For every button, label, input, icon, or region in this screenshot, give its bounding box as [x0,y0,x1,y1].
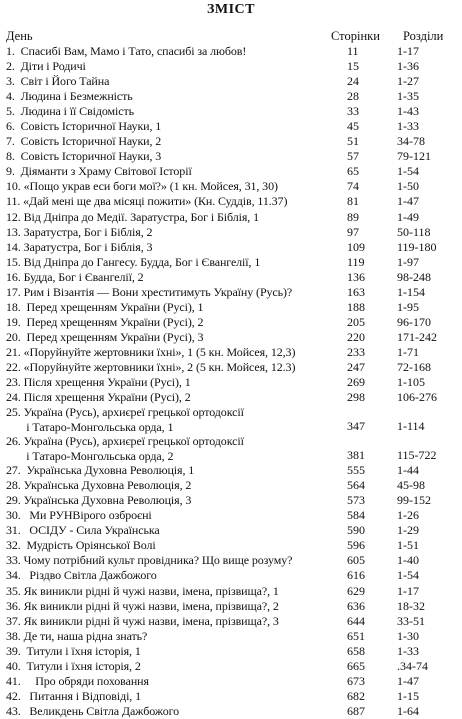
toc-entry-sections: 1-44 [397,463,419,478]
toc-row [0,89,462,104]
toc-row [0,553,462,568]
toc-entry-pages: 651 [347,628,365,643]
toc-entry-sections: 1-114 [397,419,425,434]
toc-entry-sections: 1-17 [397,44,419,58]
toc-entry-sections: 1-49 [397,209,419,224]
toc-entry-sections: 1-15 [397,688,419,703]
toc-entry-title: 40. Титули і їхня історія, 2 [6,658,141,673]
toc-row [0,493,462,508]
toc-entry-pages: 15 [347,59,359,74]
toc-entry-sections: 1-97 [397,254,419,269]
toc-entry-sections: 1-40 [397,553,419,568]
toc-entry-pages: 673 [347,673,365,688]
toc-entry-pages: 233 [347,344,365,359]
toc-entry-title: 24. Після хрещення України (Русі), 2 [6,390,191,405]
toc-entry-title: 28. Українська Духовна Революція, 2 [6,478,192,493]
toc-row [0,463,462,478]
toc-entry-sections: 1-71 [397,344,419,359]
toc-entry-title: 10. «Пощо украв еси боги мої?» (1 кн. Мойсея, 31, 30) [6,179,278,194]
toc-entry-sections: 1-47 [397,673,419,688]
toc-entry-pages: 584 [347,508,365,523]
toc-entry-pages: 205 [347,314,365,329]
toc-row [0,255,462,270]
toc-entry-pages: 89 [347,209,359,224]
toc-entry-title: 37. Як виникли рідні й чужі назви, імена, прізвища?, 3 [6,613,279,628]
toc-entry-title: 5. Людина і її Свідомість [6,104,135,119]
toc-entry-title: 42. Питання і Відповіді, 1 [6,688,142,703]
toc-entry-pages: 605 [347,553,365,568]
toc-row [0,434,462,463]
toc-entry-pages: 220 [347,329,365,344]
toc-row [0,375,462,390]
toc-entry-pages: 564 [347,478,365,493]
toc-row [0,644,462,659]
toc-entry-sections: 1-50 [397,179,419,194]
toc-entry-sections: 1-64 [397,703,419,718]
toc-entry-title: 39. Титули і їхня історія, 1 [6,643,141,658]
toc-row [0,704,462,719]
toc-entry-pages: 188 [347,299,365,314]
toc-entry-pages: 28 [347,89,359,104]
toc-entry-pages: 381 [347,448,365,463]
toc-row [0,508,462,523]
toc-row [0,674,462,689]
toc-entry-title: 18. Перед хрещенням України (Русі), 1 [6,299,204,314]
toc-entry-sections: 72-168 [397,359,431,374]
toc-row [0,599,462,614]
header-sections: Розділи [403,29,444,43]
toc-entry-title: 33. Чому потрібний культ провідника? Що вище розуму? [6,553,293,568]
toc-entry-sections: 1-51 [397,538,419,553]
toc-row [0,210,462,225]
toc-row [0,330,462,345]
toc-entry-sections: 1-33 [397,119,419,134]
toc-entry-pages: 629 [347,583,365,598]
column-headers [0,29,462,43]
toc-row [0,584,462,599]
toc-row [0,478,462,493]
toc-entry-pages: 24 [347,74,359,89]
toc-row [0,270,462,285]
toc-entry-pages: 665 [347,658,365,673]
toc-entry-pages: 45 [347,119,359,134]
toc-entry-title: 26. Україна (Русь), архиєреї грецької ортодоксії і Татаро-Монгольська орда, 2 [6,434,244,464]
toc-entry-sections: 1-154 [397,284,425,299]
toc-row [0,104,462,119]
toc-entry-pages: 109 [347,239,365,254]
toc-entry-pages: 590 [347,523,365,538]
toc-entry-sections: 1-54 [397,568,419,583]
toc-entry-sections: 119-180 [397,239,437,254]
toc-entry-pages: 247 [347,359,365,374]
toc-row [0,134,462,149]
toc-entry-pages: 347 [347,419,365,434]
toc-row [0,149,462,164]
toc-row [0,523,462,538]
toc-entry-pages: 269 [347,375,365,390]
toc-entry-pages: 596 [347,538,365,553]
toc-entry-sections: 18-32 [397,598,425,613]
toc-row [0,390,462,405]
toc-entry-title: 13. Заратустра, Бог і Біблія, 2 [6,224,153,239]
toc-entry-pages: 644 [347,613,365,628]
toc-entry-sections: 1-36 [397,59,419,74]
toc-row [0,405,462,434]
toc-entry-sections: 106-276 [397,390,437,405]
toc-entry-sections: 1-35 [397,89,419,104]
toc-entry-title: 4. Людина і Безмежність [6,89,133,104]
toc-entry-title: 34. Різдво Світла Дажбожого [6,568,157,583]
toc-entry-title: 36. Як виникли рідні й чужі назви, імена, прізвища?, 2 [6,598,279,613]
toc-entry-title: 2. Діти і Родичі [6,59,86,74]
toc-entry-sections: 1-95 [397,299,419,314]
toc-entry-sections: 96-170 [397,314,431,329]
toc-entry-pages: 97 [347,224,359,239]
toc-row [0,240,462,255]
header-pages: Сторінки [331,29,380,43]
toc-entry-sections: 45-98 [397,478,425,493]
toc-entry-pages: 616 [347,568,365,583]
toc-entry-pages: 57 [347,149,359,164]
toc-entry-pages: 636 [347,598,365,613]
toc-entry-title: 3. Світ і Його Тайна [6,74,110,89]
toc-entry-pages: 51 [347,134,359,149]
toc-entry-pages: 687 [347,703,365,718]
toc-entry-title: 7. Совість Історичної Науки, 2 [6,134,162,149]
toc-entry-sections: 115-722 [397,448,437,463]
toc-entry-sections: 1-43 [397,104,419,119]
toc-entry-title: 38. Де ти, наша рідна знать? [6,628,148,643]
toc-row [0,629,462,644]
toc-entry-sections: 50-118 [397,224,431,239]
toc-entry-title: 43. Великдень Світла Дажбожого [6,703,180,718]
toc-entry-title: 9. Діяманти з Храму Світової Історії [6,164,192,179]
toc-entry-pages: 163 [347,284,365,299]
toc-list [0,44,462,719]
toc-entry-sections: 99-152 [397,493,431,508]
toc-row [0,119,462,134]
toc-row [0,689,462,704]
toc-row [0,74,462,89]
toc-row [0,225,462,240]
toc-row [0,44,462,59]
toc-entry-title: 20. Перед хрещенням України (Русі), 3 [6,329,204,344]
toc-entry-sections: 79-121 [397,149,431,164]
toc-entry-sections: 171-242 [397,329,437,344]
toc-entry-pages: 658 [347,643,365,658]
toc-entry-sections: 1-54 [397,164,419,179]
toc-entry-title: 1. Спасибі Вам, Мамо і Тато, спасибі за любов! [6,44,247,58]
toc-row [0,568,462,583]
toc-entry-pages: 136 [347,269,365,284]
toc-entry-title: 30. Ми РУНВірого озброєні [6,508,152,523]
toc-entry-title: 6. Совість Історичної Науки, 1 [6,119,162,134]
toc-entry-title: 41. Про обряди поховання [6,673,149,688]
toc-entry-sections: .34-74 [397,658,428,673]
toc-entry-title: 23. Після хрещення України (Русі), 1 [6,375,191,390]
toc-entry-sections: 1-105 [397,375,425,390]
toc-entry-sections: 1-30 [397,628,419,643]
toc-entry-title: 35. Як виникли рідні й чужі назви, імена, прізвища?, 1 [6,583,279,598]
toc-row [0,360,462,375]
toc-entry-title: 29. Українська Духовна Революція, 3 [6,493,192,508]
toc-entry-title: 21. «Поруйнуйте жертовники їхні», 1 (5 кн. Мойсея, 12,3) [6,344,296,359]
toc-entry-title: 27. Українська Духовна Революція, 1 [6,463,195,478]
toc-entry-title: 15. Від Дніпра до Гангесу. Будда, Бог і Євангелії, 1 [6,254,261,269]
toc-entry-title: 16. Будда, Бог і Євангелії, 2 [6,269,144,284]
toc-entry-pages: 573 [347,493,365,508]
toc-row [0,315,462,330]
toc-entry-sections: 33-51 [397,613,425,628]
toc-entry-title: 11. «Дай мені ще два місяці пожити» (Кн. Суддів, 11.37) [6,194,288,209]
toc-entry-sections: 1-47 [397,194,419,209]
toc-entry-sections: 98-248 [397,269,431,284]
header-day: День [6,29,33,43]
toc-row [0,345,462,360]
toc-entry-pages: 119 [347,254,365,269]
toc-entry-sections: 34-78 [397,134,425,149]
toc-row [0,194,462,209]
toc-entry-sections: 1-27 [397,74,419,89]
toc-row [0,614,462,629]
toc-entry-title: 19. Перед хрещенням України (Русі), 2 [6,314,204,329]
toc-entry-pages: 682 [347,688,365,703]
toc-entry-title: 25. Україна (Русь), архиєреї грецької ортодоксії і Татаро-Монгольська орда, 1 [6,405,244,435]
toc-entry-pages: 555 [347,463,365,478]
toc-entry-pages: 11 [347,44,359,58]
toc-entry-title: 17. Рим і Візантія — Вони хреститимуть Україну (Русь)? [6,284,293,299]
toc-entry-title: 22. «Поруйнуйте жертовники їхні», 2 (5 кн. Мойсея, 12.3) [6,359,296,374]
toc-entry-pages: 65 [347,164,359,179]
toc-row [0,285,462,300]
toc-entry-title: 31. ОСІДУ - Сила Українська [6,523,160,538]
toc-entry-sections: 1-33 [397,643,419,658]
toc-entry-sections: 1-17 [397,583,419,598]
toc-entry-sections: 1-29 [397,523,419,538]
toc-entry-title: 8. Совість Історичної Науки, 3 [6,149,162,164]
toc-row [0,164,462,179]
toc-entry-title: 12. Від Дніпра до Медії. Заратустра, Бог і Біблія, 1 [6,209,259,224]
toc-row [0,538,462,553]
page-title: ЗМІСТ [207,2,255,17]
toc-entry-pages: 298 [347,390,365,405]
toc-entry-pages: 33 [347,104,359,119]
toc-entry-title: 32. Мудрість Оріянської Волі [6,538,156,553]
toc-entry-pages: 81 [347,194,359,209]
toc-row [0,300,462,315]
toc-row [0,659,462,674]
toc-row [0,59,462,74]
toc-entry-sections: 1-26 [397,508,419,523]
toc-entry-title: 14. Заратустра, Бог і Біблія, 3 [6,239,153,254]
toc-row [0,179,462,194]
toc-entry-pages: 74 [347,179,359,194]
